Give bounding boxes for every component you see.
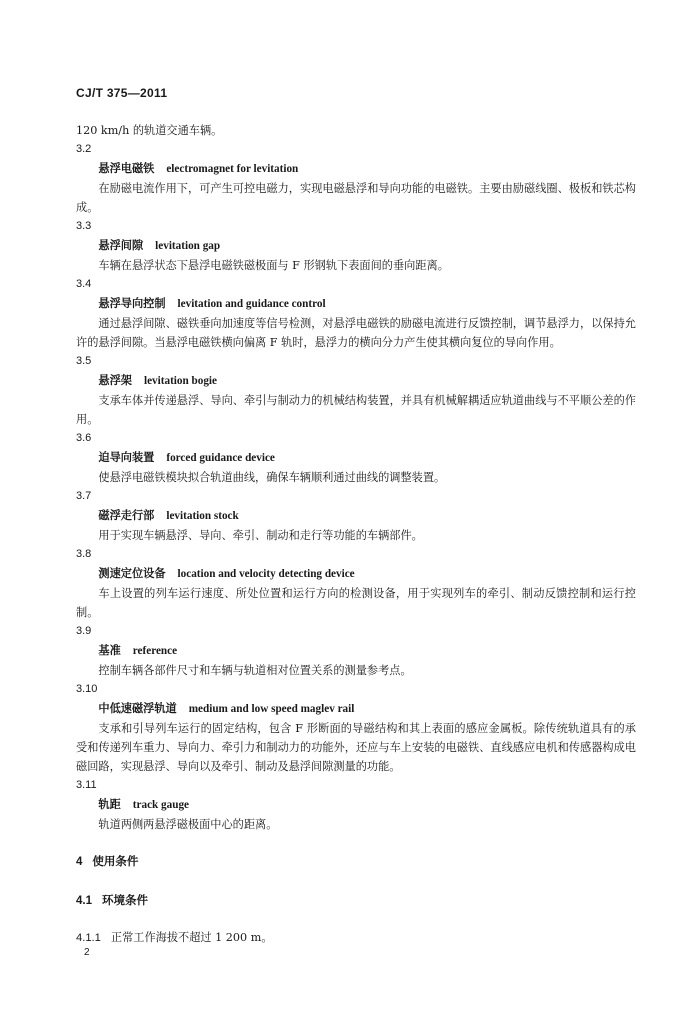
term-definition: 用于实现车辆悬浮、导向、牵引、制动和走行等功能的车辆部件。 [98, 529, 423, 542]
term-heading [76, 371, 636, 391]
term-english: levitation gap [155, 240, 221, 252]
term-number: 3.4 [76, 278, 92, 290]
term-chinese: 悬浮间隙 [98, 239, 144, 252]
term-chinese: 基准 [98, 644, 121, 657]
document-body [76, 121, 636, 948]
term-definition: 使悬浮电磁铁模块拟合轨道曲线，确保车辆顺利通过曲线的调整装置。 [98, 471, 446, 484]
term-heading [76, 641, 636, 661]
section-4-heading [76, 852, 636, 872]
term-number: 3.3 [76, 220, 92, 232]
term-heading [76, 564, 636, 584]
term-chinese: 悬浮架 [98, 374, 132, 387]
term-chinese: 磁浮走行部 [98, 509, 155, 522]
term-definition: 支承和引导列车运行的固定结构，包含 F 形断面的导磁结构和其上表面的感应金属板。除传统轨道具有的承受和传递列车重力、导向力、牵引力和制动力的功能外，还应与车上安装的电磁铁、直线感应电机和传感器构成电磁回路，实现悬浮、导向以及牵引、制动及悬浮间隙测量的功能。 [76, 722, 636, 773]
term-chinese: 测速定位设备 [98, 567, 166, 580]
term-english: track gauge [132, 799, 190, 811]
term-heading [76, 236, 636, 256]
section-4-1-1-number: 4.1.1 [76, 932, 101, 944]
section-4-title: 使用条件 [92, 854, 139, 868]
term-heading [76, 448, 636, 468]
section-4-1-number: 4.1 [76, 895, 92, 907]
term-list [76, 140, 636, 834]
term-number: 3.8 [76, 548, 92, 560]
term-number: 3.6 [76, 432, 92, 444]
term-chinese: 迫导向装置 [98, 451, 155, 464]
term-english: electromagnet for levitation [166, 163, 299, 175]
term-definition: 在励磁电流作用下，可产生可控电磁力，实现电磁悬浮和导向功能的电磁铁。主要由励磁线圈、极板和铁芯构成。 [76, 182, 636, 214]
term-chinese: 悬浮电磁铁 [98, 162, 155, 175]
term-english: medium and low speed maglev rail [188, 703, 355, 715]
term-english: reference [132, 645, 178, 657]
term-english: levitation and guidance control [177, 298, 326, 310]
term-definition: 通过悬浮间隙、磁铁垂向加速度等信号检测，对悬浮电磁铁的励磁电流进行反馈控制，调节悬浮力，以保持允许的悬浮间隙。当悬浮电磁铁横向偏离 F 轨时，悬浮力的横向分力产生使其横向复位的导向作用。 [76, 317, 636, 349]
section-4-1-1-clause [76, 928, 636, 948]
term-definition: 支承车体并传递悬浮、导向、牵引与制动力的机械结构装置，并具有机械解耦适应轨道曲线与不平顺公差的作用。 [76, 394, 636, 426]
section-4-1-heading [76, 891, 636, 911]
term-heading [76, 506, 636, 526]
standard-code-header: CJ/T 375—2011 [76, 86, 168, 100]
term-chinese: 中低速磁浮轨道 [98, 702, 177, 715]
term-definition: 控制车辆各部件尺寸和车辆与轨道相对位置关系的测量参考点。 [98, 664, 412, 677]
term-heading [76, 795, 636, 815]
term-number: 3.2 [76, 143, 92, 155]
term-number: 3.5 [76, 355, 92, 367]
term-number: 3.9 [76, 625, 92, 637]
section-4-number: 4 [76, 856, 83, 868]
term-english: forced guidance device [166, 452, 275, 464]
page-number: 2 [84, 947, 90, 958]
intro-line: 120 km/h 的轨道交通车辆。 [76, 124, 223, 137]
term-number: 3.10 [76, 683, 98, 695]
term-definition: 轨道两侧两悬浮磁极面中心的距离。 [98, 818, 278, 831]
term-heading [76, 294, 636, 314]
term-heading [76, 159, 636, 179]
section-4-1-1-text: 正常工作海拔不超过 1 200 m。 [110, 931, 273, 944]
term-english: levitation stock [166, 510, 239, 522]
term-definition: 车上设置的列车运行速度、所处位置和运行方向的检测设备，用于实现列车的牵引、制动反馈控制和运行控制。 [76, 587, 636, 619]
term-english: levitation bogie [143, 375, 217, 387]
term-number: 3.7 [76, 490, 92, 502]
term-chinese: 悬浮导向控制 [98, 297, 166, 310]
section-4-1-title: 环境条件 [102, 893, 148, 907]
term-chinese: 轨距 [98, 798, 121, 811]
term-number: 3.11 [76, 779, 97, 791]
term-english: location and velocity detecting device [177, 568, 355, 580]
term-heading [76, 699, 636, 719]
term-definition: 车辆在悬浮状态下悬浮电磁铁磁极面与 F 形钢轨下表面间的垂向距离。 [98, 259, 449, 272]
